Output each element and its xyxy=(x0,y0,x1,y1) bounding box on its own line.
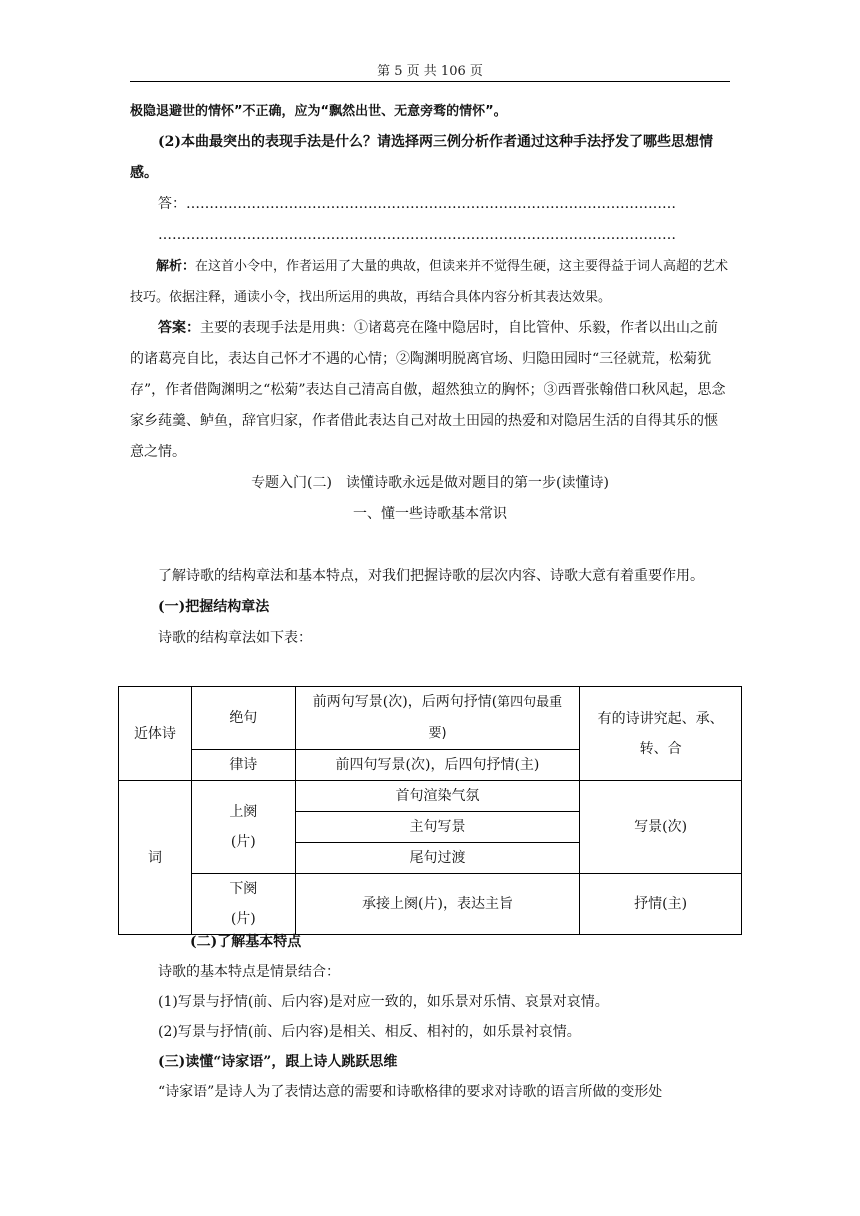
answer-key-label: 答案： xyxy=(158,320,200,336)
structure-table xyxy=(118,686,742,935)
subsection-title: 一、懂一些诗歌基本常识 xyxy=(353,506,507,522)
answer-label: 答： xyxy=(158,196,186,212)
feature-1: (1)写景与抒情(前、后内容)是对应一致的，如乐景对乐情、哀景对哀情。 xyxy=(158,994,609,1010)
feature-2: (2)写景与抒情(前、后内容)是相关、相反、相衬的，如乐景衬哀情。 xyxy=(158,1024,581,1040)
cell-xiejing: 写景(次) xyxy=(580,781,742,874)
cell-jueju-desc: 前两句写景(次)，后两句抒情(第四句最重 要) xyxy=(295,687,580,750)
cell-shuqing: 抒情(主) xyxy=(580,874,742,935)
answer-line-2: ………………………………………………………………………………………………… xyxy=(158,227,676,243)
answer-paragraph xyxy=(130,313,730,468)
heading-shijiayu: (三)读懂“诗家语”，跟上诗人跳跃思维 xyxy=(158,1054,398,1070)
cell-jintishi: 近体诗 xyxy=(119,687,192,781)
cell-lvshi: 律诗 xyxy=(191,750,295,781)
cell-zhuju: 主句写景 xyxy=(295,812,580,843)
cell-shangque: 上阕 (片) xyxy=(191,781,295,874)
main-content xyxy=(130,96,730,654)
cell-xiaque: 下阕 (片) xyxy=(191,874,295,935)
blank-line xyxy=(130,530,730,561)
analysis-text: 在这首小令中，作者运用了大量的典故，但读来并不觉得生硬，这主要得益于词人高超的艺术技巧。依据注释，通读小令，找出所运用的典故，再结合具体内容分析其表达效果。 xyxy=(130,259,729,305)
cell-weiju: 尾句过渡 xyxy=(295,843,580,874)
page-header: 第 5 页 共 106 页 xyxy=(377,64,483,79)
cell-note: 有的诗讲究起、承、转、合 xyxy=(580,687,742,781)
heading-structure: (一)把握结构章法 xyxy=(158,599,270,615)
cell-ci: 词 xyxy=(119,781,192,935)
feature-intro: 诗歌的基本特点是情景结合： xyxy=(158,964,340,980)
cell-shouju: 首句渲染气氛 xyxy=(295,781,580,812)
section-title: 专题入门(二) 读懂诗歌永远是做对题目的第一步(读懂诗) xyxy=(251,475,609,491)
cell-lvshi-desc: 前四句写景(次)，后四句抒情(主) xyxy=(295,750,580,781)
last-paragraph: “诗家语”是诗人为了表情达意的需要和诗歌格律的要求对诗歌的语言所做的变形处 xyxy=(158,1084,663,1100)
cell-jueju: 绝句 xyxy=(191,687,295,750)
answer-line-1: 答：…………………………………………………………………………………………… xyxy=(158,196,676,212)
table-caption: 诗歌的结构章法如下表： xyxy=(158,630,312,646)
answer-key-text: 主要的表现手法是用典：①诸葛亮在隆中隐居时，自比管仲、乐毅，作者以出山之前的诸葛亮自比，表达自己怀才不遇的心情；②陶渊明脱离官场、归隐田园时“三径就荒，松菊犹存”，作者借陶渊明之“松菊”表达自己清高自傲，超然独立的胸怀；③西晋张翰借口秋风起，思念家乡莼羹、鲈鱼，辞官归家，作者借此表达自己对故土田园的热爱和对隐居生活的自得其乐的惬意之情。 xyxy=(130,320,726,460)
header-rule xyxy=(130,81,730,82)
heading-features: (二)了解基本特点 xyxy=(190,934,302,950)
intro-paragraph: 了解诗歌的结构章法和基本特点，对我们把握诗歌的层次内容、诗歌大意有着重要作用。 xyxy=(158,568,704,584)
paragraph-continuation: 极隐退避世的情怀”不正确，应为“飘然出世、无意旁骛的情怀”。 xyxy=(130,104,507,119)
analysis-paragraph xyxy=(130,251,730,313)
cell-xiaque-desc: 承接上阕(片)，表达主旨 xyxy=(295,874,580,935)
question-2: (2)本曲最突出的表现手法是什么？请选择两三例分析作者通过这种手法抒发了哪些思想情感。 xyxy=(130,134,713,181)
analysis-label: 解析： xyxy=(156,259,196,274)
lower-content xyxy=(130,927,730,1107)
